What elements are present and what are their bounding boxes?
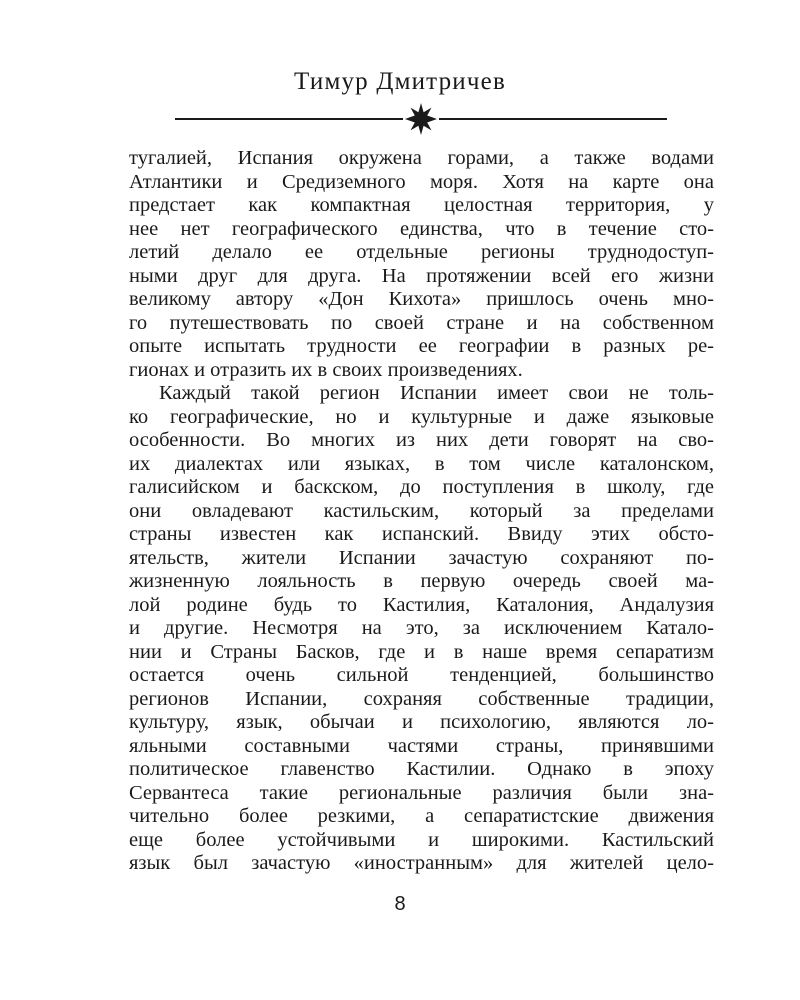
text-line: их диалектах или языках, в том числе каталонском, <box>129 452 714 475</box>
text-line: галисийском и баскском, до поступления в школу, где <box>129 476 714 498</box>
text-line: нее нет географического единства, что в течение сто- <box>129 217 714 240</box>
text-line: культуру, язык, обычаи и психологию, являются ло- <box>129 711 714 733</box>
text-line: яльными составными частями страны, принявшими <box>129 734 714 757</box>
header-ornament-rule <box>175 102 667 136</box>
text-line: остается очень сильной тенденцией, большинство <box>129 664 714 686</box>
paragraph-first-line: Каждый такой регион Испании имеет свои не толь- <box>159 382 714 404</box>
text-line: чительно более резкими, а сепаратистские движения <box>129 805 714 827</box>
text-line: ятельств, жители Испании зачастую сохраняют по- <box>129 546 714 569</box>
text-line: регионов Испании, сохраняя собственные традиции, <box>129 687 714 710</box>
paragraph-last-line: гионах и отразить их в своих произведениях. <box>129 358 523 381</box>
page-number: 8 <box>394 893 406 915</box>
text-line: они овладевают кастильским, который за пределами <box>129 499 714 522</box>
star-shape <box>405 103 437 135</box>
text-line: Сервантеса такие региональные различия были зна- <box>129 781 714 804</box>
text-line: и другие. Несмотря на это, за исключением Катало- <box>129 617 714 639</box>
text-line: особенности. Во многих из них дети говорят на сво- <box>129 429 714 451</box>
text-line: язык был зачастую «иностранным» для жителей цело- <box>129 852 714 874</box>
running-title: Тимур Дмитричев <box>294 68 506 95</box>
text-line: летий делало ее отдельные регионы труднодоступ- <box>129 241 714 263</box>
text-line: опыте испытать трудности ее географии в разных ре- <box>129 335 714 357</box>
text-line: нии и Страны Басков, где и в наше время сепаратизм <box>129 640 714 663</box>
text-line: ко географические, но и культурные и даже языковые <box>129 405 714 428</box>
body-text <box>129 147 714 876</box>
star-ornament-svg <box>403 102 439 136</box>
text-line: лой родине будь то Кастилия, Каталония, Андалузия <box>129 593 714 616</box>
text-line: тугалией, Испания окружена горами, а также водами <box>129 147 714 169</box>
text-line: ными друг для друга. На протяжении всей его жизни <box>129 264 714 287</box>
text-line: го путешествовать по своей стране и на собственном <box>129 311 714 334</box>
star-ornament-icon <box>403 102 439 136</box>
text-line: предстает как компактная целостная территория, у <box>129 194 714 216</box>
text-line: политическое главенство Кастилии. Однако в эпоху <box>129 758 714 780</box>
text-line: великому автору «Дон Кихота» пришлось очень мно- <box>129 288 714 310</box>
text-line: жизненную лояльность в первую очередь своей ма- <box>129 570 714 592</box>
text-line: Атлантики и Средиземного моря. Хотя на карте она <box>129 170 714 193</box>
text-line: страны известен как испанский. Ввиду этих обсто- <box>129 523 714 545</box>
text-line: еще более устойчивыми и широкими. Кастильский <box>129 828 714 851</box>
